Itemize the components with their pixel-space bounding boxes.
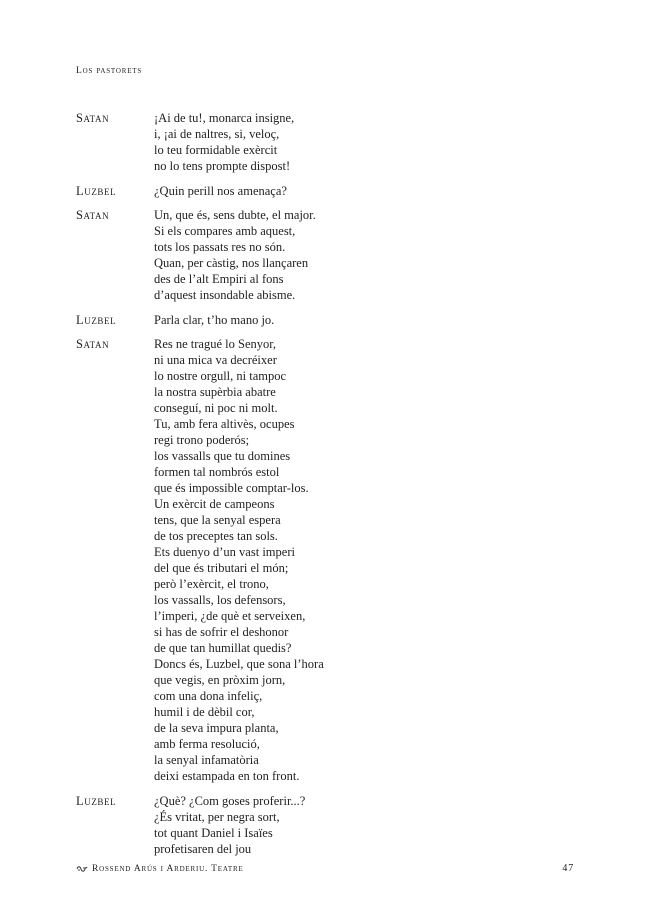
- verse-line: Parla clar, t’ho mano jo.: [154, 312, 275, 327]
- verse-line: ni una mica va decréixer: [154, 353, 277, 367]
- verse-line: ¿És vritat, per negra sort,: [154, 809, 280, 824]
- ornament-icon: [76, 865, 88, 873]
- speaker-name: Luzbel: [76, 312, 117, 327]
- speech-block: [76, 312, 576, 328]
- verse-line: si has de sofrir el deshonor: [154, 625, 289, 639]
- verse-lines: [154, 793, 305, 857]
- verse-line: los vassalls, los defensors,: [154, 593, 286, 607]
- verse-line: Un exèrcit de campeons: [154, 497, 275, 511]
- speaker-name: Luzbel: [76, 183, 117, 198]
- speaker-name: Satan: [76, 337, 110, 351]
- verse-line: la senyal infamatòria: [154, 753, 259, 767]
- verse-line: tot quant Daniel i Isaïes: [154, 825, 273, 840]
- speaker-name: Luzbel: [76, 793, 117, 808]
- verse-line: lo teu formidable exèrcit: [154, 143, 278, 157]
- page-footer: [76, 863, 574, 874]
- verse-line: conseguí, ni poc ni molt.: [154, 401, 278, 415]
- verse-line: ¿Quin perill nos amenaça?: [154, 183, 287, 198]
- verse-lines: [154, 312, 274, 328]
- speech-block: [76, 793, 576, 857]
- verse-line: tots los passats res no són.: [154, 240, 286, 254]
- verse-line: los vassalls que tu domines: [154, 449, 291, 463]
- verse-line: humil i de dèbil cor,: [154, 705, 255, 719]
- verse-line: formen tal nombrós estol: [154, 465, 280, 479]
- verse-line: Doncs és, Luzbel, que sona l’hora: [154, 657, 324, 671]
- verse-line: i, ¡ai de naltres, si, veloç,: [154, 127, 280, 141]
- verse-line: de la seva impura planta,: [154, 721, 279, 735]
- verse-line: Un, que és, sens dubte, el major.: [154, 208, 316, 222]
- verse-lines: [154, 336, 324, 784]
- verse-line: ¿Què? ¿Com goses proferir...?: [154, 793, 306, 808]
- verse-line: lo nostre orgull, ni tampoc: [154, 369, 287, 383]
- verse-line: Quan, per càstig, nos llançaren: [154, 256, 309, 270]
- verse-line: Res ne tragué lo Senyor,: [154, 337, 277, 351]
- page-number: 47: [562, 863, 574, 874]
- verse-line: de que tan humillat quedis?: [154, 641, 292, 655]
- speech-block: [76, 110, 576, 174]
- verse-line: deixi estampada en ton front.: [154, 769, 300, 783]
- verse-line: d’aquest insondable abisme.: [154, 288, 296, 302]
- verse-lines: [154, 207, 316, 303]
- verse-line: Ets duenyo d’un vast imperi: [154, 545, 295, 559]
- speaker-name: Satan: [76, 111, 110, 125]
- verse-line: però l’exèrcit, el trono,: [154, 577, 269, 591]
- verse-line: des de l’alt Empiri al fons: [154, 272, 284, 286]
- play-text: [76, 110, 576, 865]
- running-head: Los pastorets: [76, 66, 143, 76]
- verse-line: tens, que la senyal espera: [154, 513, 281, 527]
- verse-line: l’imperi, ¿de què et serveixen,: [154, 609, 306, 623]
- speaker-name: Satan: [76, 208, 110, 222]
- verse-line: que vegis, en pròxim jorn,: [154, 673, 286, 687]
- verse-line: profetisaren del jou: [154, 841, 252, 856]
- verse-line: ¡Ai de tu!, monarca insigne,: [154, 111, 295, 125]
- verse-line: regi trono poderós;: [154, 433, 250, 447]
- verse-line: de tos preceptes tan sols.: [154, 529, 278, 543]
- speech-block: [76, 207, 576, 303]
- verse-lines: [154, 110, 294, 174]
- speech-block: [76, 183, 576, 199]
- verse-line: Tu, amb fera altivès, ocupes: [154, 417, 295, 431]
- verse-line: com una dona infeliç,: [154, 689, 263, 703]
- speech-block: [76, 336, 576, 784]
- footer-author: Rossend Arús i Arderiu. Teatre: [92, 863, 244, 874]
- verse-line: no lo tens prompte dispost!: [154, 159, 291, 173]
- verse-lines: [154, 183, 287, 199]
- footer-credit: [76, 864, 244, 874]
- verse-line: la nostra supèrbia abatre: [154, 385, 276, 399]
- verse-line: amb ferma resolució,: [154, 737, 260, 751]
- verse-line: Si els compares amb aquest,: [154, 224, 296, 238]
- verse-line: que és impossible comptar-los.: [154, 481, 309, 495]
- verse-line: del que és tributari el món;: [154, 561, 289, 575]
